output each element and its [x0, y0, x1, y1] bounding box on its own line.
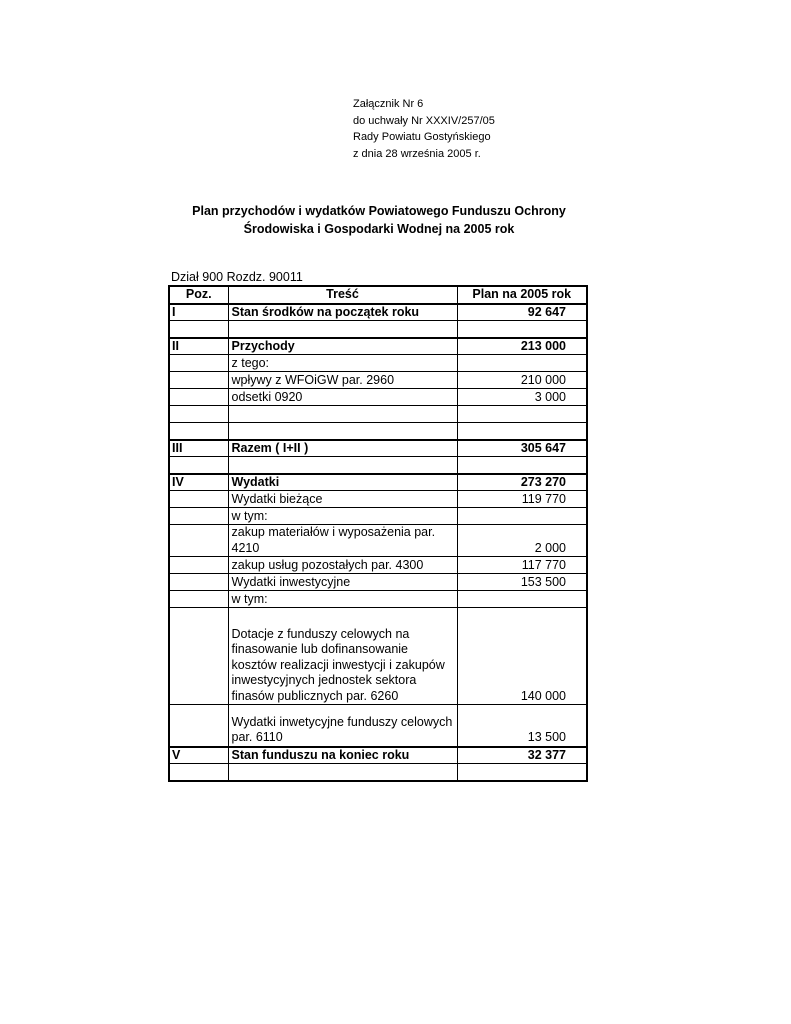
row-poz: [169, 525, 228, 557]
row-plan: 305 647: [457, 440, 587, 457]
annex-resolution: do uchwały Nr XXXIV/257/05: [353, 114, 495, 127]
row-plan: 117 770: [457, 557, 587, 574]
row-plan: 92 647: [457, 304, 587, 321]
row-poz: [169, 557, 228, 574]
row-tresc: zakup usług pozostałych par. 4300: [228, 557, 457, 574]
table-row: [169, 406, 587, 423]
row-tresc: Razem ( I+II ): [228, 440, 457, 457]
row-plan: 153 500: [457, 574, 587, 591]
row-poz: [169, 764, 228, 781]
table-row: [169, 423, 587, 440]
row-poz: [169, 372, 228, 389]
row-tresc: w tym:: [228, 591, 457, 608]
table-row: [169, 457, 587, 474]
row-poz: II: [169, 338, 228, 355]
row-tresc: z tego:: [228, 355, 457, 372]
table-row: [169, 474, 587, 491]
row-plan: 210 000: [457, 372, 587, 389]
row-plan: 3 000: [457, 389, 587, 406]
table-row: [169, 491, 587, 508]
row-poz: IV: [169, 474, 228, 491]
annex-date: z dnia 28 września 2005 r.: [353, 147, 481, 160]
table-row: [169, 355, 587, 372]
annex-council: Rady Powiatu Gostyńskiego: [353, 131, 491, 143]
row-plan: [457, 321, 587, 338]
row-poz: [169, 355, 228, 372]
row-poz: III: [169, 440, 228, 457]
table-row: [169, 389, 587, 406]
table-row: [169, 525, 587, 557]
table-row: [169, 764, 587, 781]
row-tresc: [228, 764, 457, 781]
row-poz: [169, 457, 228, 474]
table-row: [169, 747, 587, 764]
row-plan: [457, 355, 587, 372]
header-poz: Poz.: [169, 286, 228, 304]
row-poz: [169, 389, 228, 406]
row-poz: [169, 406, 228, 423]
row-poz: [169, 321, 228, 338]
annex-header: [353, 96, 495, 162]
row-tresc: Przychody: [228, 338, 457, 355]
row-tresc: odsetki 0920: [228, 389, 457, 406]
header-tresc: Treść: [228, 286, 457, 304]
row-tresc: Stan środków na początek roku: [228, 304, 457, 321]
row-tresc: Stan funduszu na koniec roku: [228, 747, 457, 764]
row-tresc: Wydatki bieżące: [228, 491, 457, 508]
row-tresc: [228, 321, 457, 338]
row-tresc: w tym:: [228, 508, 457, 525]
row-plan: 119 770: [457, 491, 587, 508]
row-poz: [169, 608, 228, 705]
row-poz: [169, 591, 228, 608]
document-title: [150, 202, 608, 238]
table-row: [169, 508, 587, 525]
row-tresc: Dotacje z funduszy celowych na finasowanie lub dofinansowanie kosztów realizacji inwestycji i zakupów inwestycyjnych jednostek sektora finasów publicznych par. 6260: [228, 608, 457, 705]
row-plan: [457, 591, 587, 608]
plan-table: [168, 285, 588, 782]
table-header-row: [169, 286, 587, 304]
row-plan: 13 500: [457, 705, 587, 747]
row-poz: [169, 508, 228, 525]
row-tresc: Wydatki: [228, 474, 457, 491]
row-poz: [169, 491, 228, 508]
title-line-1: Plan przychodów i wydatków Powiatowego Funduszu Ochrony: [192, 204, 566, 218]
row-tresc: wpływy z WFOiGW par. 2960: [228, 372, 457, 389]
row-poz: [169, 423, 228, 440]
table-row: [169, 338, 587, 355]
header-plan: Plan na 2005 rok: [457, 286, 587, 304]
row-poz: [169, 574, 228, 591]
row-plan: [457, 764, 587, 781]
annex-number: Załącznik Nr 6: [353, 98, 424, 110]
row-tresc: [228, 457, 457, 474]
row-plan: [457, 423, 587, 440]
row-tresc: Wydatki inwetycyjne funduszy celowych par. 6110: [228, 705, 457, 747]
table-row: [169, 608, 587, 705]
row-poz: V: [169, 747, 228, 764]
row-poz: I: [169, 304, 228, 321]
table-row: [169, 304, 587, 321]
table-row: [169, 557, 587, 574]
table-row: [169, 705, 587, 747]
row-poz: [169, 705, 228, 747]
table-row: [169, 574, 587, 591]
title-line-2: Środowiska i Gospodarki Wodnej na 2005 rok: [243, 222, 515, 236]
row-plan: 273 270: [457, 474, 587, 491]
table-row: [169, 321, 587, 338]
table-row: [169, 440, 587, 457]
row-tresc: [228, 423, 457, 440]
row-plan: 32 377: [457, 747, 587, 764]
row-plan: [457, 457, 587, 474]
row-tresc: [228, 406, 457, 423]
section-label: Dział 900 Rozdz. 90011: [171, 270, 303, 284]
table-row: [169, 372, 587, 389]
row-plan: 213 000: [457, 338, 587, 355]
row-tresc: Wydatki inwestycyjne: [228, 574, 457, 591]
row-plan: 140 000: [457, 608, 587, 705]
row-plan: [457, 508, 587, 525]
row-plan: 2 000: [457, 525, 587, 557]
table-row: [169, 591, 587, 608]
row-tresc: zakup materiałów i wyposażenia par. 4210: [228, 525, 457, 557]
row-plan: [457, 406, 587, 423]
